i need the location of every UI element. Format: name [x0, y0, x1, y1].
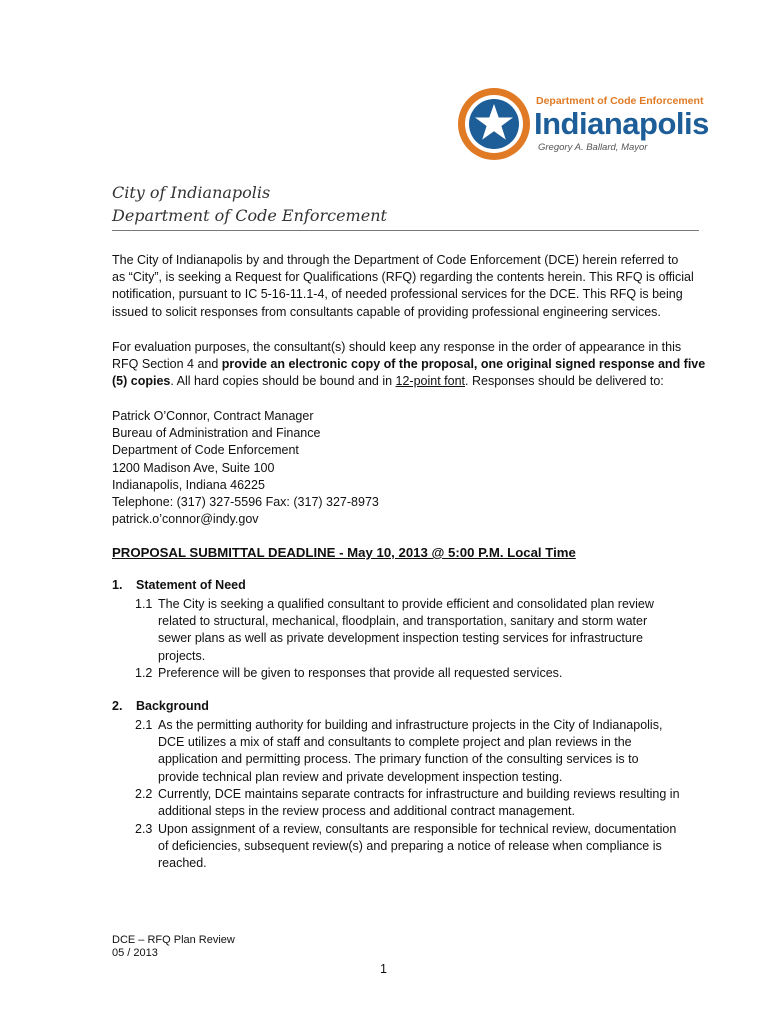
- item-line: Upon assignment of a review, consultants are responsible for technical review, documentation: [158, 822, 677, 836]
- logo-mayor-text: Gregory A. Ballard, Mayor: [538, 142, 648, 153]
- item-line: projects.: [158, 648, 206, 663]
- contact-bureau: Bureau of Administration and Finance: [112, 426, 321, 441]
- evaluation-bold-text: provide an electronic copy of the proposal, one original signed response and five: [221, 357, 706, 372]
- evaluation-line: For evaluation purposes, the consultant(s) should keep any response in the order of appearance in this: [112, 340, 682, 354]
- intro-paragraph: [112, 252, 702, 321]
- section-heading: [112, 699, 209, 713]
- item-number: 1.1: [135, 597, 153, 611]
- item-line: provide technical plan review and private development inspection testing.: [158, 769, 563, 784]
- item-line: of deficiencies, subsequent review(s) and preparing a notice of release when compliance is: [158, 839, 662, 854]
- evaluation-underlined-text: 12-point font: [395, 374, 466, 389]
- intro-line: The City of Indianapolis by and through the Department of Code Enforcement (DCE) herein referred to: [112, 253, 679, 267]
- contact-name: Patrick O’Connor, Contract Manager: [112, 409, 314, 423]
- contact-street: 1200 Madison Ave, Suite 100: [112, 460, 275, 475]
- item-line: application and permitting process. The primary function of the consulting services is to: [158, 752, 639, 767]
- evaluation-text: . Responses should be delivered to:: [465, 374, 664, 389]
- item-number: 1.2: [135, 666, 153, 680]
- item-body: [158, 786, 680, 820]
- item-line: sewer plans as well as private development inspection testing services for infrastructure: [158, 631, 643, 646]
- star-seal-icon: [456, 86, 532, 162]
- item-number: 2.2: [135, 787, 153, 801]
- contact-block: [112, 408, 702, 528]
- section-number: 2.: [112, 699, 123, 713]
- evaluation-bold-text: (5) copies: [112, 374, 171, 389]
- heading-city: City of Indianapolis: [112, 183, 271, 202]
- evaluation-paragraph: [112, 339, 706, 391]
- item-line: The City is seeking a qualified consultant to provide efficient and consolidated plan review: [158, 597, 654, 611]
- intro-line: notification, pursuant to IC 5-16-11.1-4, of needed professional services for the DCE. This RFQ is being: [112, 287, 683, 302]
- heading-department: Department of Code Enforcement: [112, 206, 387, 225]
- contact-city: Indianapolis, Indiana 46225: [112, 477, 265, 492]
- evaluation-text: RFQ Section 4 and: [112, 357, 222, 372]
- page-footer: [112, 934, 235, 960]
- item-line: Currently, DCE maintains separate contracts for infrastructure and building reviews resulting in: [158, 787, 680, 801]
- heading-divider: [112, 230, 699, 231]
- contact-department: Department of Code Enforcement: [112, 443, 299, 458]
- item-line: Preference will be given to responses that provide all requested services.: [158, 666, 563, 680]
- logo-department-text: Department of Code Enforcement: [536, 95, 704, 107]
- section-number: 1.: [112, 578, 123, 592]
- evaluation-text: . All hard copies should be bound and in: [170, 374, 396, 389]
- item-number: 2.1: [135, 718, 153, 732]
- evaluation-line: [112, 373, 702, 390]
- section-title: Statement of Need: [136, 578, 246, 592]
- intro-line: issued to solicit responses from consultants capable of providing professional engineering services.: [112, 304, 661, 319]
- intro-line: as “City”, is seeking a Request for Qualifications (RFQ) regarding the contents herein. This RFQ is official: [112, 270, 694, 285]
- dce-logo: [456, 86, 709, 162]
- contact-phone: Telephone: (317) 327-5596 Fax: (317) 327-8973: [112, 495, 379, 510]
- item-line: reached.: [158, 856, 207, 871]
- evaluation-line: [112, 356, 706, 373]
- item-number: 2.3: [135, 822, 153, 836]
- section-title: Background: [136, 699, 209, 713]
- footer-date: 05 / 2013: [112, 947, 158, 959]
- footer-title: DCE – RFQ Plan Review: [112, 934, 235, 946]
- submittal-deadline: PROPOSAL SUBMITTAL DEADLINE - May 10, 2013 @ 5:00 P.M. Local Time: [112, 545, 576, 560]
- item-line: related to structural, mechanical, floodplain, and transportation, sanitary and storm water: [158, 614, 648, 629]
- item-body: [158, 596, 654, 665]
- section-heading: [112, 578, 246, 592]
- contact-email[interactable]: patrick.o’connor@indy.gov: [112, 512, 259, 527]
- item-body: [158, 665, 562, 682]
- logo-city-text: Indianapolis: [534, 106, 709, 141]
- page-number: 1: [380, 962, 387, 976]
- item-line: DCE utilizes a mix of staff and consultants to complete project and plan reviews in the: [158, 735, 632, 750]
- item-body: [158, 717, 662, 786]
- item-line: As the permitting authority for building and infrastructure projects in the City of Indianapolis,: [158, 718, 663, 732]
- item-line: additional steps in the review process and additional contract management.: [158, 804, 575, 819]
- item-body: [158, 821, 676, 873]
